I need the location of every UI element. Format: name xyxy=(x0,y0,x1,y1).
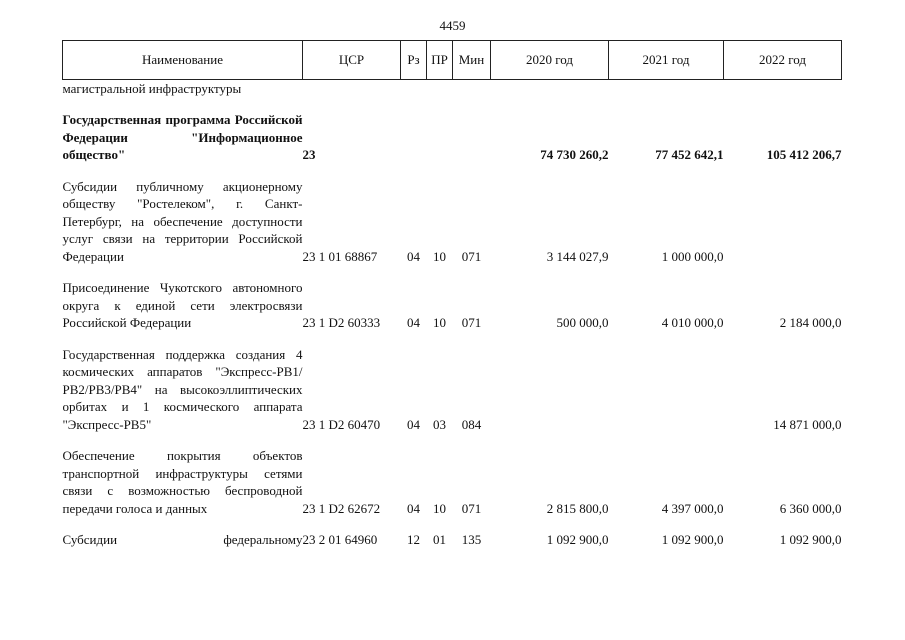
row-rz xyxy=(401,80,427,98)
table-row xyxy=(63,279,842,332)
row-name: Обеспечение покрытия объектов транспортной инфраструктуры сетями связи с возможностью беспроводной передачи голоса и данных xyxy=(62,448,303,516)
budget-table xyxy=(62,40,842,549)
row-csr: 23 1 01 68867 xyxy=(302,248,378,264)
row-rz: 04 xyxy=(407,248,420,264)
row-2022 xyxy=(724,178,842,266)
row-min xyxy=(453,80,491,98)
header-pr: ПР xyxy=(427,41,453,80)
table-row xyxy=(63,346,842,434)
header-2021: 2021 год xyxy=(609,41,724,80)
row-2020 xyxy=(491,346,609,434)
header-csr: ЦСР xyxy=(303,41,401,80)
row-csr: 23 xyxy=(302,147,316,162)
row-name: Государственная поддержка создания 4 космических аппаратов "Экспресс-РВ1/РВ2/РВ3/РВ4" на высокоэллиптических орбитах и 1 космического аппарата "Экспресс-РВ5" xyxy=(62,346,303,432)
row-name: Присоединение Чукотского автономного округа к единой сети электросвязи Российской Федерации xyxy=(62,280,303,330)
row-csr: 23 2 01 64960 xyxy=(302,532,378,547)
row-name: Субсидии публичному акционерному обществу "Ростелеком", г. Санкт-Петербург, на обеспечение доступности услуг связи на территории Российской Федерации xyxy=(62,178,303,264)
row-min: 084 xyxy=(461,416,482,432)
header-rz: Рз xyxy=(401,41,427,80)
row-csr: 23 1 D2 60470 xyxy=(302,416,381,432)
row-2021 xyxy=(609,80,724,98)
header-2020: 2020 год xyxy=(491,41,609,80)
row-min: 071 xyxy=(461,315,482,330)
page-number: 4459 xyxy=(439,18,466,33)
row-rz: 04 xyxy=(407,500,420,516)
row-2022: 1 092 900,0 xyxy=(779,532,842,547)
row-2020: 3 144 027,9 xyxy=(546,248,609,264)
row-rz: 04 xyxy=(407,315,420,330)
row-min: 071 xyxy=(461,248,482,264)
row-rz xyxy=(401,111,427,164)
table-row xyxy=(63,178,842,266)
table-row xyxy=(63,447,842,517)
row-min: 071 xyxy=(461,500,482,516)
row-pr: 10 xyxy=(433,500,446,516)
row-csr xyxy=(303,80,401,98)
row-pr xyxy=(427,111,453,164)
header-min: Мин xyxy=(453,41,491,80)
row-csr: 23 1 D2 62672 xyxy=(302,500,381,516)
row-2022: 105 412 206,7 xyxy=(766,147,842,162)
row-name: магистральной инфраструктуры xyxy=(62,81,242,96)
table-row xyxy=(63,80,842,98)
row-2020: 1 092 900,0 xyxy=(546,532,609,547)
row-min: 135 xyxy=(461,532,482,547)
row-min xyxy=(453,111,491,164)
row-pr: 10 xyxy=(433,248,446,264)
table-row xyxy=(63,111,842,164)
row-name: Государственная программа Российской Федерации "Информационное общество" xyxy=(62,112,303,162)
header-row xyxy=(63,41,842,80)
row-2020 xyxy=(491,80,609,98)
row-2020: 500 000,0 xyxy=(556,315,609,330)
header-2022: 2022 год xyxy=(724,41,842,80)
row-2020: 2 815 800,0 xyxy=(546,500,609,516)
row-2022: 2 184 000,0 xyxy=(779,315,842,330)
row-csr: 23 1 D2 60333 xyxy=(302,315,381,330)
row-pr: 01 xyxy=(433,532,446,547)
header-name: Наименование xyxy=(63,41,303,80)
row-pr xyxy=(427,80,453,98)
row-pr: 03 xyxy=(433,416,446,432)
row-pr: 10 xyxy=(433,315,446,330)
row-2021 xyxy=(609,346,724,434)
row-rz: 04 xyxy=(407,416,420,432)
row-2021: 4 397 000,0 xyxy=(661,500,724,516)
row-rz: 12 xyxy=(407,532,420,547)
table-row xyxy=(63,531,842,549)
row-2021: 1 092 900,0 xyxy=(661,532,724,547)
row-name: Субсидии федеральному xyxy=(62,532,303,547)
row-2022: 6 360 000,0 xyxy=(779,500,842,516)
row-2021: 4 010 000,0 xyxy=(661,315,724,330)
row-2021: 1 000 000,0 xyxy=(661,248,724,264)
row-2021: 77 452 642,1 xyxy=(655,147,724,162)
row-2022 xyxy=(724,80,842,98)
row-2020: 74 730 260,2 xyxy=(540,147,609,162)
row-2022: 14 871 000,0 xyxy=(773,416,842,432)
